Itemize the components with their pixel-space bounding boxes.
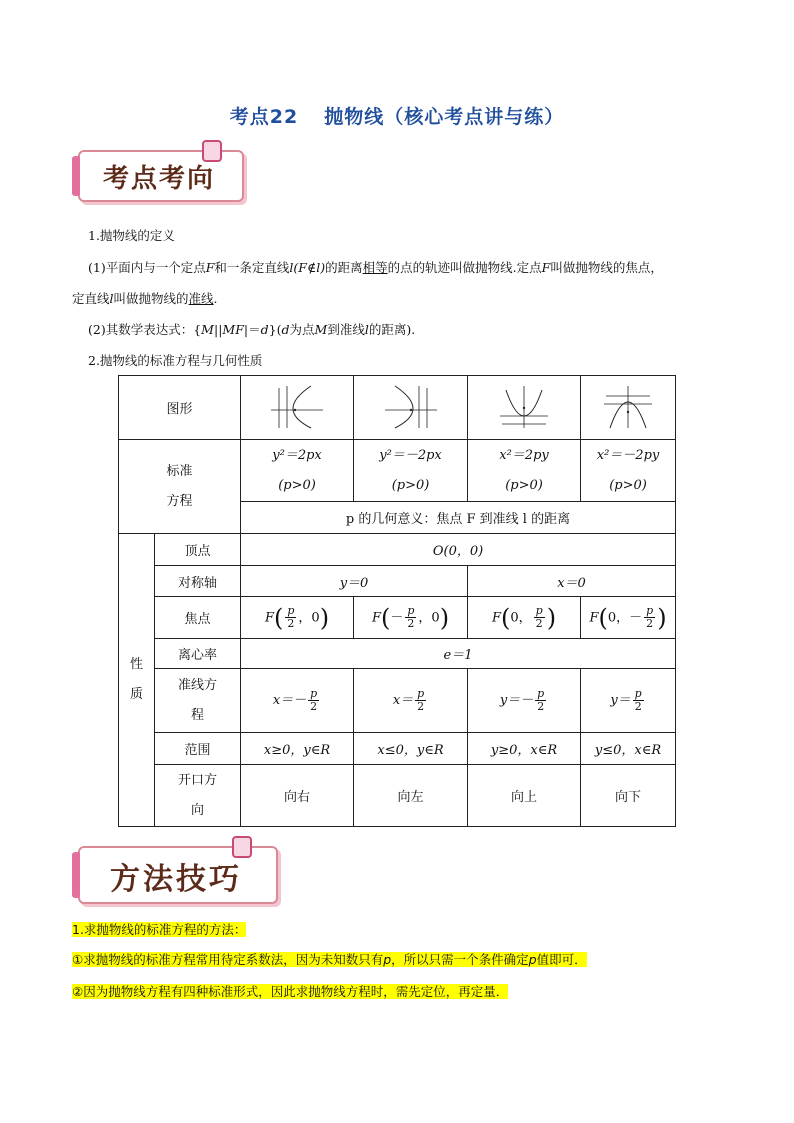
range-value-1: x≥0，y∈R	[241, 733, 354, 765]
banner-key-points	[78, 150, 240, 202]
opening-label: 开口方 向	[155, 765, 241, 827]
focus-value-3: F(0， $\frac{p}{2}$ )	[468, 597, 581, 639]
axis-label: 对称轴	[155, 566, 241, 597]
banner-label: 方法技巧	[110, 862, 242, 897]
properties-label: 性 质	[119, 534, 155, 827]
method-item-1: ①求抛物线的标准方程常用待定系数法，因为未知数只有p，所以只需一个条件确定p值即可．	[72, 952, 587, 967]
row-label-standard-eq: 标准 方程	[119, 440, 241, 534]
range-value-2: x≤0，y∈R	[354, 733, 468, 765]
method-heading: 1.求抛物线的标准方程的方法：	[72, 922, 247, 937]
p-meaning: p 的几何意义：焦点 F 到准线 l 的距离	[241, 502, 676, 534]
parabola-up-icon	[494, 382, 554, 430]
opening-value-1: 向右	[241, 765, 354, 827]
eq-cell-3: x²＝2py (p>0)	[468, 440, 581, 502]
title-number: 考点22	[229, 106, 299, 128]
opening-value-4: 向下	[581, 765, 676, 827]
graph-open-left	[354, 376, 468, 440]
directrix-value-3: y＝－ $\frac{p}{2}$	[468, 669, 581, 733]
definition-line-2: 定直线l叫做抛物线的准线.	[72, 291, 218, 306]
eq-cell-1: y²＝2px (p>0)	[241, 440, 354, 502]
row-label-graph: 图形	[119, 376, 241, 440]
definition-line-1: (1)平面内与一个定点F和一条定直线l(F∉l)的距离相等的点的轨迹叫做抛物线.定点F叫做抛物线的焦点，	[88, 260, 663, 275]
section-heading-definition: 1.抛物线的定义	[88, 228, 175, 243]
opening-value-3: 向上	[468, 765, 581, 827]
directrix-value-1: x＝－ $\frac{p}{2}$	[241, 669, 354, 733]
math-expression-line: (2)其数学表达式：{M||MF|＝d}(d为点M到准线l的距离).	[88, 322, 416, 337]
parabola-right-icon	[267, 382, 327, 430]
parabola-left-icon	[381, 382, 441, 430]
graph-open-up	[468, 376, 581, 440]
section-heading-properties: 2.抛物线的标准方程与几何性质	[88, 353, 263, 368]
directrix-value-4: y＝ $\frac{p}{2}$	[581, 669, 676, 733]
directrix-value-2: x＝ $\frac{p}{2}$	[354, 669, 468, 733]
focus-value-4: F(0，－ $\frac{p}{2}$ )	[581, 597, 676, 639]
title-text: 抛物线（核心考点讲与练）	[324, 106, 565, 128]
eq-cell-4: x²＝－2py (p>0)	[581, 440, 676, 502]
parabola-down-icon	[598, 382, 658, 430]
focus-value-2: F(－ $\frac{p}{2}$ ，0)	[354, 597, 468, 639]
parabola-properties-table	[118, 375, 676, 827]
graph-open-right	[241, 376, 354, 440]
banner-methods	[78, 846, 274, 904]
range-value-3: y≥0，x∈R	[468, 733, 581, 765]
range-label: 范围	[155, 733, 241, 765]
vertex-label: 顶点	[155, 534, 241, 566]
range-value-4: y≤0，x∈R	[581, 733, 676, 765]
opening-value-2: 向左	[354, 765, 468, 827]
banner-label: 考点考向	[102, 164, 215, 194]
directrix-label: 准线方 程	[155, 669, 241, 733]
eq-cell-2: y²＝－2px (p>0)	[354, 440, 468, 502]
axis-value-y0: y＝0	[241, 566, 468, 597]
method-item-2: ②因为抛物线方程有四种标准形式，因此求抛物线方程时，需先定位，再定量．	[72, 984, 509, 999]
page-title	[0, 102, 794, 129]
focus-label: 焦点	[155, 597, 241, 639]
focus-value-1: F( $\frac{p}{2}$ ，0)	[241, 597, 354, 639]
vertex-value: O(0，0)	[241, 534, 676, 566]
axis-value-x0: x＝0	[468, 566, 676, 597]
graph-open-down	[581, 376, 676, 440]
eccentricity-label: 离心率	[155, 639, 241, 669]
eccentricity-value: e＝1	[241, 639, 676, 669]
